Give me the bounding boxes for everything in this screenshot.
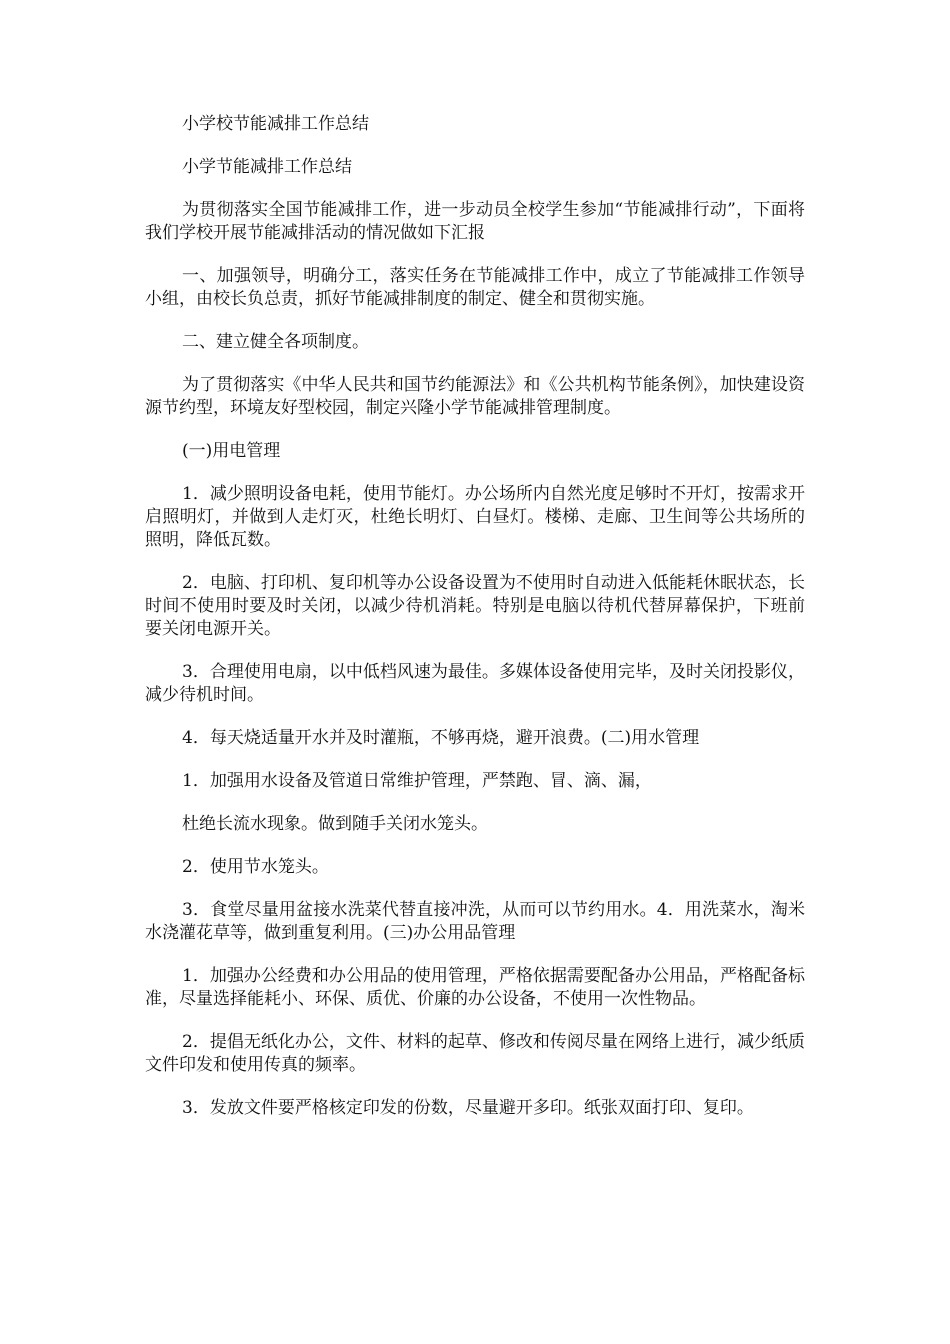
document-body bbox=[145, 113, 805, 1140]
paragraph-water-item-2: 2．使用节水笼头。 bbox=[182, 857, 329, 877]
paragraph-electricity-item-3: 3．合理使用电扇，以中低档风速为最佳。多媒体设备使用完毕，及时关闭投影仪，减少待机时间。 bbox=[145, 662, 805, 705]
paragraph-water-item-1: 1．加强用水设备及管道日常维护管理，严禁跑、冒、滴、漏， bbox=[182, 771, 652, 791]
paragraph-office-item-1: 1．加强办公经费和办公用品的使用管理，严格依据需要配备办公用品，严格配备标准，尽量选择能耗小、环保、质优、价廉的办公设备，不使用一次性物品。 bbox=[145, 966, 805, 1009]
heading-section-2: 二、建立健全各项制度。 bbox=[182, 332, 369, 352]
document-title: 小学校节能减排工作总结 bbox=[182, 114, 369, 134]
paragraph-office-item-3: 3．发放文件要严格核定印发的份数，尽量避开多印。纸张双面打印、复印。 bbox=[182, 1098, 754, 1118]
paragraph-section-1: 一、加强领导，明确分工，落实任务在节能减排工作中，成立了节能减排工作领导小组，由校长负总责，抓好节能减排制度的制定、健全和贯彻实施。 bbox=[145, 266, 805, 309]
document-subtitle: 小学节能减排工作总结 bbox=[182, 157, 352, 177]
paragraph-electricity-item-4: 4．每天烧适量开水并及时灌瓶，不够再烧，避开浪费。(二)用水管理 bbox=[182, 728, 700, 748]
heading-electricity-management: (一)用电管理 bbox=[182, 441, 281, 461]
paragraph-electricity-item-1: 1．减少照明设备电耗，使用节能灯。办公场所内自然光度足够时不开灯，按需求开启照明灯，并做到人走灯灭，杜绝长明灯、白昼灯。楼梯、走廊、卫生间等公共场所的照明，降低瓦数。 bbox=[145, 484, 805, 550]
paragraph-electricity-item-2: 2．电脑、打印机、复印机等办公设备设置为不使用时自动进入低能耗休眠状态，长时间不使用时要及时关闭，以减少待机消耗。特别是电脑以待机代替屏幕保护，下班前要关闭电源开关。 bbox=[145, 573, 805, 639]
paragraph-water-item-1-cont: 杜绝长流水现象。做到随手关闭水笼头。 bbox=[182, 814, 488, 834]
paragraph-water-item-3: 3．食堂尽量用盆接水洗菜代替直接冲洗，从而可以节约用水。4．用洗菜水，淘米水浇灌花草等，做到重复利用。(三)办公用品管理 bbox=[145, 900, 805, 943]
paragraph-office-item-2: 2．提倡无纸化办公，文件、材料的起草、修改和传阅尽量在网络上进行，减少纸质文件印发和使用传真的频率。 bbox=[145, 1032, 805, 1075]
paragraph-section-2-intro: 为了贯彻落实《中华人民共和国节约能源法》和《公共机构节能条例》，加快建设资源节约型，环境友好型校园，制定兴隆小学节能减排管理制度。 bbox=[145, 375, 805, 418]
paragraph-intro: 为贯彻落实全国节能减排工作，进一步动员全校学生参加“节能减排行动”，下面将我们学校开展节能减排活动的情况做如下汇报 bbox=[145, 200, 805, 243]
